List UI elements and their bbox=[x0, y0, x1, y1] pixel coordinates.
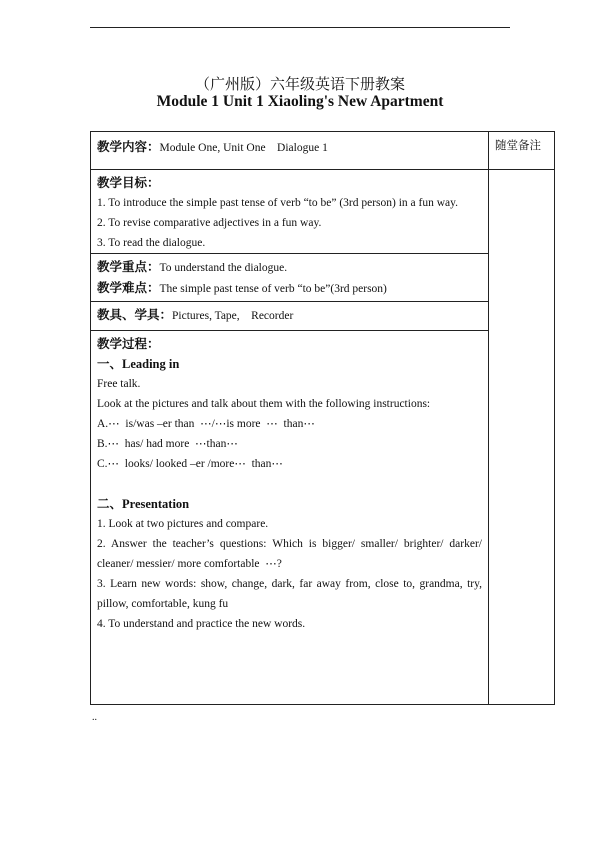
process-line: Free talk. bbox=[97, 378, 141, 390]
key-points-row bbox=[91, 254, 555, 302]
process-line: pillow, comfortable, kung fu bbox=[97, 598, 229, 610]
process-line: 2. Answer the teacher’s questions: Which is bigger/ smaller/ brighter/ darker/ bbox=[97, 538, 482, 550]
objectives-cell bbox=[91, 170, 489, 254]
aids-label: 教具、学具： bbox=[97, 308, 173, 322]
process-line: A.⋯ is/was –er than ⋯/⋯is more ⋯ than⋯ bbox=[97, 418, 315, 430]
spacer bbox=[97, 474, 482, 494]
lesson-plan-table bbox=[90, 131, 555, 705]
process-row bbox=[91, 331, 555, 705]
page-title-en: Module 1 Unit 1 Xiaoling's New Apartment bbox=[156, 93, 444, 110]
process-cell bbox=[91, 331, 489, 705]
content-row bbox=[91, 132, 555, 170]
content-value: Module One, Unit One Dialogue 1 bbox=[159, 142, 328, 154]
difficulties-label: 教学难点： bbox=[97, 281, 160, 295]
content-label: 教学内容： bbox=[97, 140, 160, 154]
notes-header-cell bbox=[489, 132, 555, 170]
section-heading: 二、Presentation bbox=[97, 497, 190, 511]
section-heading: 一、Leading in bbox=[97, 357, 180, 371]
process-label: 教学过程： bbox=[97, 337, 160, 351]
key-points-cell bbox=[91, 254, 489, 302]
process-line: 4. To understand and practice the new words. bbox=[97, 618, 306, 630]
process-line: 1. Look at two pictures and compare. bbox=[97, 518, 269, 530]
objectives-row bbox=[91, 170, 555, 254]
top-rule bbox=[90, 27, 510, 28]
difficulties-value: The simple past tense of verb “to be”(3rd person) bbox=[159, 283, 387, 295]
objective-item: 3. To read the dialogue. bbox=[97, 237, 206, 249]
process-line: C.⋯ looks/ looked –er /more⋯ than⋯ bbox=[97, 458, 283, 470]
aids-value: Pictures, Tape, Recorder bbox=[172, 310, 294, 322]
footer-marker: .. bbox=[92, 712, 97, 723]
notes-body-cell bbox=[489, 170, 555, 705]
process-line: Look at the pictures and talk about them with the following instructions: bbox=[97, 398, 431, 410]
objective-item: 2. To revise comparative adjectives in a fun way. bbox=[97, 217, 322, 229]
key-points-value: To understand the dialogue. bbox=[159, 262, 288, 274]
aids-row bbox=[91, 302, 555, 331]
objectives-label: 教学目标： bbox=[97, 176, 160, 190]
key-points-label: 教学重点： bbox=[97, 260, 160, 274]
page-title-cn: （广州版）六年级英语下册教案 bbox=[194, 77, 405, 93]
process-line: 3. Learn new words: show, change, dark, far away from, close to, grandma, try, bbox=[97, 578, 482, 590]
notes-label: 随堂备注 bbox=[495, 140, 541, 152]
process-line: cleaner/ messier/ more comfortable ⋯? bbox=[97, 558, 282, 570]
objective-item: 1. To introduce the simple past tense of verb “to be” (3rd person) in a fun way. bbox=[97, 197, 459, 209]
content-cell bbox=[91, 132, 489, 170]
process-line: B.⋯ has/ had more ⋯than⋯ bbox=[97, 438, 238, 450]
aids-cell bbox=[91, 302, 489, 331]
